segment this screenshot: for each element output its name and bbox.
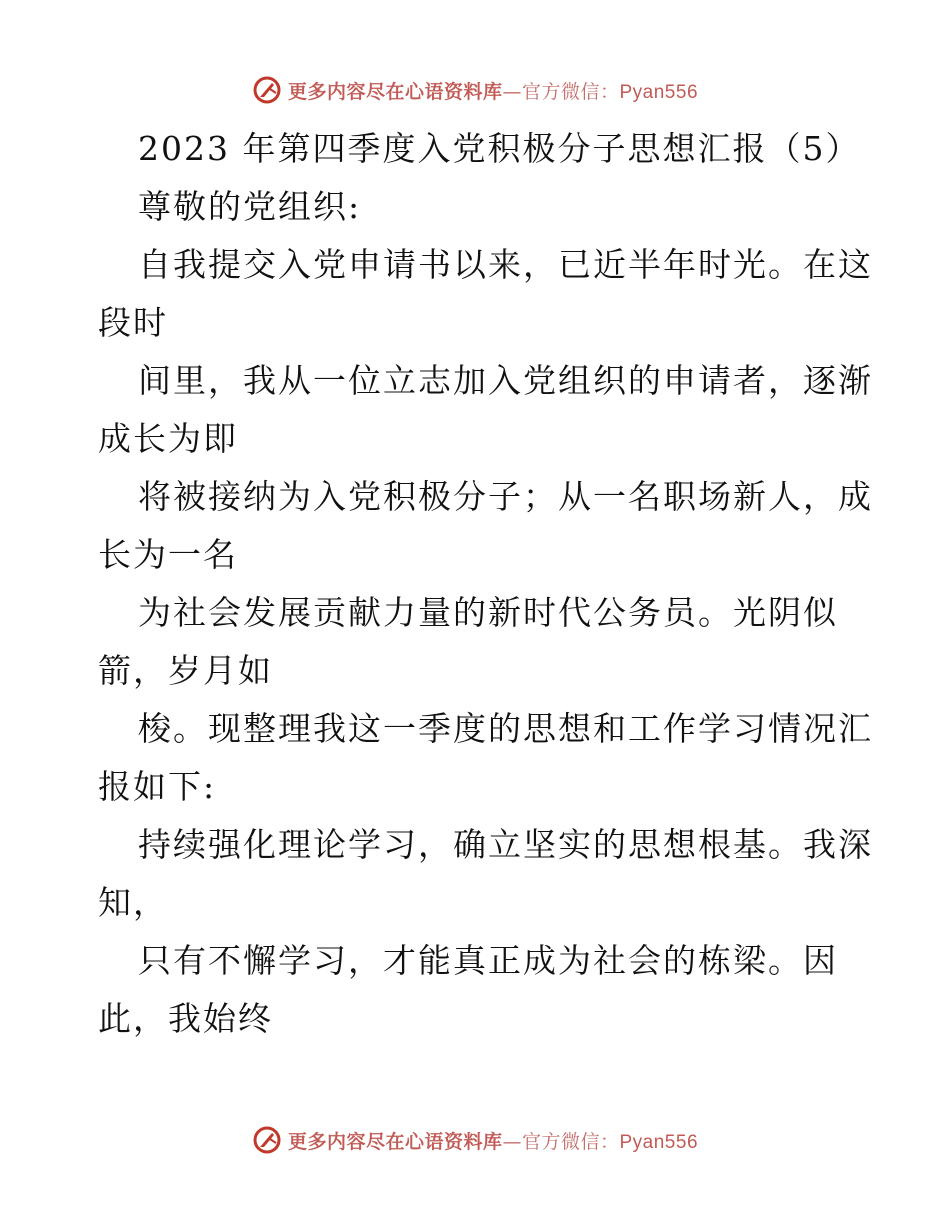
watermark-text [288, 77, 698, 104]
text-line: 箭，岁月如 [98, 651, 273, 690]
text-line: 只有不懈学习，才能真正成为社会的栋梁。因 [138, 941, 838, 980]
watermark-label: 官方微信： [521, 1130, 620, 1153]
watermark-label: 官方微信： [521, 80, 620, 103]
header-watermark [0, 70, 950, 110]
feather-logo-icon [252, 1125, 282, 1155]
document-body [98, 120, 873, 1048]
text-line: 成长为即 [98, 419, 238, 458]
document-title: 2023 年第四季度入党积极分子思想汇报（5） [138, 129, 861, 168]
watermark-text [288, 1127, 698, 1154]
watermark-separator: — [502, 1130, 522, 1153]
text-line: 梭。现整理我这一季度的思想和工作学习情况汇 [138, 709, 873, 748]
watermark-account: Pyan556 [619, 1131, 699, 1153]
text-line: 长为一名 [98, 535, 238, 574]
feather-logo-icon [252, 75, 282, 105]
text-line: 段时 [98, 303, 168, 342]
salutation: 尊敬的党组织: [138, 187, 362, 226]
watermark-account: Pyan556 [619, 81, 699, 103]
watermark-brand: 更多内容尽在心语资料库 [287, 1130, 503, 1153]
footer-watermark [0, 1120, 950, 1160]
text-line: 此，我始终 [98, 999, 273, 1038]
text-line: 间里，我从一位立志加入党组织的申请者，逐渐 [138, 361, 873, 400]
text-line: 自我提交入党申请书以来，已近半年时光。在这 [138, 245, 873, 284]
text-line: 报如下: [98, 767, 217, 806]
text-line: 为社会发展贡献力量的新时代公务员。光阴似 [138, 593, 838, 632]
text-line: 持续强化理论学习，确立坚实的思想根基。我深 [138, 825, 873, 864]
watermark-brand: 更多内容尽在心语资料库 [287, 80, 503, 103]
text-line: 知， [98, 883, 168, 922]
watermark-separator: — [502, 80, 522, 103]
text-line: 将被接纳为入党积极分子；从一名职场新人，成 [138, 477, 873, 516]
